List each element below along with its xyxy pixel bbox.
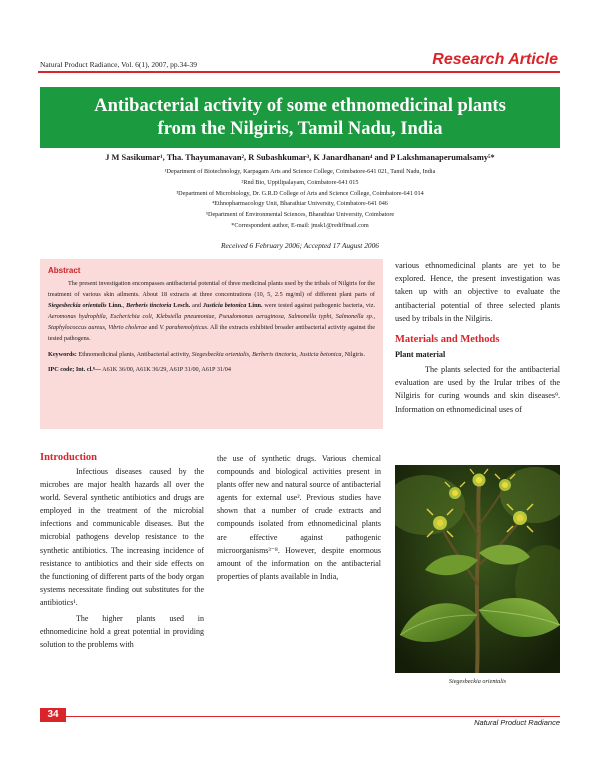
materials-methods-heading: Materials and Methods xyxy=(395,334,500,345)
received-dates: Received 6 February 2006; Accepted 17 August 2006 xyxy=(221,241,379,250)
affiliation-line: ²Rnd Bio, Uppilipalayam, Coimbatore-641 015 xyxy=(241,178,359,186)
introduction-column-1 xyxy=(40,465,204,651)
article-type-label: Research Article xyxy=(432,51,558,68)
intro-continuation-text: various ethnomedicinal plants are yet to be explored. Hence, the present investigation was taken up with an objective to evaluate the antibacterial potential of three selected plants used by tribals in the Nilgiris. xyxy=(395,261,560,323)
correspondence-email: *Correspondent author, E-mail: jmsk1@rediffmail.com xyxy=(231,221,369,229)
footer-journal-name: Natural Product Radiance xyxy=(474,718,560,727)
plant-illustration xyxy=(395,465,560,673)
abstract-heading: Abstract xyxy=(48,266,81,275)
abstract-text: The present investigation encompasses antibacterial potential of three medicinal plants used by the tribals of Nilgiris for the treatment of various skin ailments. About 18 extracts at three concentrations (10, 5, 2.5 mg/ml) of different plant parts of Siegesbeckia orientalis Linn., Berberis tinctoria Lesch. and Justicia betonica Linn. were tested against pathogenic bacteria, viz. Aeromonas hydrophila, Escherichia coli, Klebsiella pneumoniae, Pseudomonas aeruginosa, Salmonella typhi, Salmonella sp., Staphylococcus aureus, Vibrio cholerae and V. parahemolyticus. All the extracts exhibited broader antibacterial activity against the tested pathogens. xyxy=(48,280,376,342)
intro-paragraph: Infectious diseases caused by the microbes are major health hazards all over the world. Several synthetic antibiotics and drugs are employed in the treatment of the microbial infections and communicable diseases. But the microbial pathogens develop resistance to the synthetic antibiotics. The increasing incidence of resistance to antibiotics and their side effects on the functioning of different parts of the body organ systems necessitate finding out substitutes for the antibiotics¹. xyxy=(40,467,204,607)
plant-material-subheading: Plant material xyxy=(395,350,446,359)
plant-material-text: The plants selected for the antibacterial evaluation are used by the Irular tribes of the Nilgiris for curing wounds and skin diseases⁹. Information on ethnomedicinal uses of xyxy=(395,365,560,414)
article-title: Antibacterial activity of some ethnomedicinal plants from the Nilgiris, Tamil Nadu, India xyxy=(94,95,506,139)
plant-photo xyxy=(395,465,560,673)
author-list: J M Sasikumar¹, Tha. Thayumanavan², R Subashkumar³, K Janardhanan⁴ and P Lakshmanaperumalsamy⁵* xyxy=(105,153,495,162)
header-divider xyxy=(38,71,560,73)
affiliation-line: ¹Department of Biotechnology, Karpagam Arts and Science College, Coimbatore-641 021, Tamil Nadu, India xyxy=(164,168,436,175)
figure-caption: Siegesbeckia orientalis xyxy=(448,678,507,685)
affiliations xyxy=(40,167,560,232)
page-number: 34 xyxy=(40,708,66,722)
introduction-heading: Introduction xyxy=(40,452,97,463)
ipc-codes: IPC code; Int. cl.⁸— A61K 36/00, A61K 36/29, A61P 31/00, A61P 31/04 xyxy=(48,366,231,373)
introduction-column-2: the use of synthetic drugs. Various chemical compounds and biological activities present in plants offer new and natural source of antibacterial agents for external use². Previous studies have shown that a number of crude extracts and compounds isolated from ethnomedicinal plants are effective against pathogenic microorganisms³⁻⁸. However, despite enormous amount of the information on the antibacterial properties of plants available in India, xyxy=(217,454,381,581)
affiliation-line: ⁴Ethnopharmacology Unit, Bharathiar University, Coimbatore-641 046 xyxy=(212,200,388,208)
abstract-box xyxy=(40,259,383,429)
journal-citation: Natural Product Radiance, Vol. 6(1), 2007, pp.34-39 xyxy=(40,60,197,69)
footer-divider xyxy=(66,716,560,717)
affiliation-line: ⁵Department of Environmental Sciences, Bharathiar University, Coimbatore xyxy=(205,211,395,219)
intro-paragraph: The higher plants used in ethnomedicine hold a great potential in providing solution to the problems with xyxy=(40,614,204,650)
affiliation-line: ³Department of Microbiology, Dr. G.R.D College of Arts and Science College, Coimbatore-641 014 xyxy=(176,189,424,197)
keywords: Keywords: Ethnomedicinal plants, Antibacterial activity, Siegesbeckia orientalis, Berberis tinctoria, Justicia betonica, Nilgiris. xyxy=(48,351,366,358)
title-banner xyxy=(40,87,560,148)
